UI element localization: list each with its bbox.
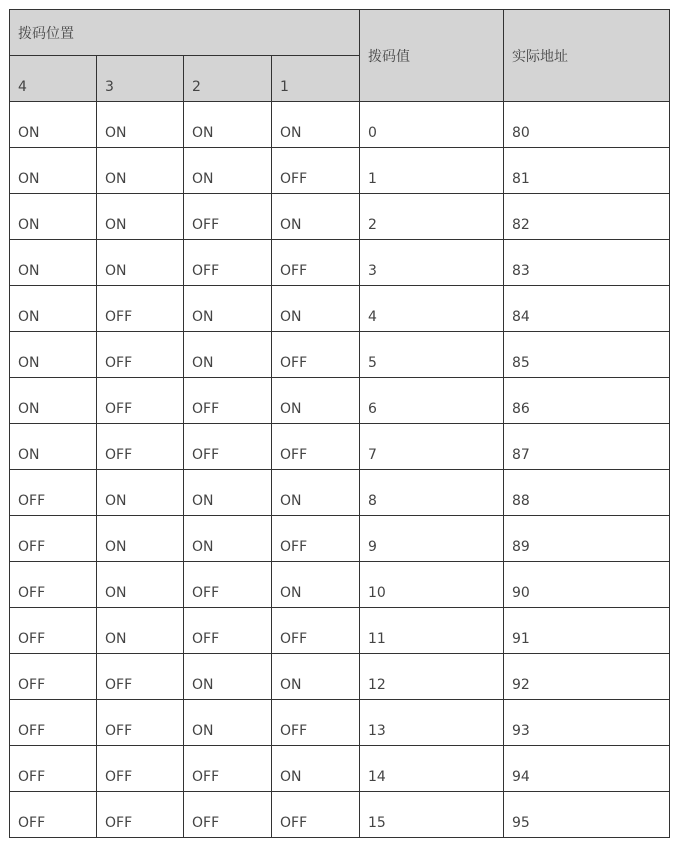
cell-switch-4: ON [10, 240, 97, 286]
cell-switch-4: ON [10, 194, 97, 240]
cell-switch-4: OFF [10, 516, 97, 562]
cell-switch-3: ON [97, 562, 184, 608]
cell-dip-value: 7 [360, 424, 504, 470]
cell-dip-value: 6 [360, 378, 504, 424]
cell-switch-4: OFF [10, 470, 97, 516]
cell-switch-4: ON [10, 332, 97, 378]
cell-actual-address: 92 [504, 654, 670, 700]
cell-actual-address: 82 [504, 194, 670, 240]
cell-switch-2: ON [184, 286, 272, 332]
cell-switch-2: ON [184, 148, 272, 194]
cell-switch-4: ON [10, 424, 97, 470]
header-actual-address: 实际地址 [504, 10, 670, 102]
table-row [10, 194, 670, 240]
cell-switch-1: ON [272, 470, 360, 516]
cell-switch-3: ON [97, 102, 184, 148]
cell-switch-1: OFF [272, 792, 360, 838]
cell-dip-value: 12 [360, 654, 504, 700]
cell-switch-3: ON [97, 148, 184, 194]
table-row [10, 286, 670, 332]
cell-switch-2: OFF [184, 424, 272, 470]
cell-switch-4: ON [10, 148, 97, 194]
cell-switch-2: ON [184, 516, 272, 562]
cell-switch-1: OFF [272, 700, 360, 746]
cell-switch-3: OFF [97, 746, 184, 792]
cell-dip-value: 1 [360, 148, 504, 194]
cell-actual-address: 95 [504, 792, 670, 838]
table-row [10, 470, 670, 516]
table-row [10, 746, 670, 792]
cell-actual-address: 84 [504, 286, 670, 332]
cell-switch-2: OFF [184, 792, 272, 838]
header-dip-value: 拨码值 [360, 10, 504, 102]
cell-switch-1: OFF [272, 148, 360, 194]
table-row [10, 378, 670, 424]
cell-switch-1: ON [272, 378, 360, 424]
cell-dip-value: 13 [360, 700, 504, 746]
cell-dip-value: 9 [360, 516, 504, 562]
table-row [10, 700, 670, 746]
cell-switch-3: OFF [97, 792, 184, 838]
cell-switch-1: ON [272, 654, 360, 700]
cell-switch-1: ON [272, 102, 360, 148]
cell-actual-address: 94 [504, 746, 670, 792]
header-position-3: 3 [97, 56, 184, 102]
cell-switch-1: ON [272, 562, 360, 608]
cell-actual-address: 91 [504, 608, 670, 654]
cell-dip-value: 14 [360, 746, 504, 792]
cell-switch-3: ON [97, 194, 184, 240]
cell-switch-4: OFF [10, 746, 97, 792]
cell-actual-address: 83 [504, 240, 670, 286]
cell-switch-2: ON [184, 700, 272, 746]
cell-actual-address: 88 [504, 470, 670, 516]
cell-switch-3: OFF [97, 378, 184, 424]
cell-switch-2: OFF [184, 194, 272, 240]
cell-dip-value: 3 [360, 240, 504, 286]
cell-switch-4: OFF [10, 654, 97, 700]
cell-switch-2: ON [184, 332, 272, 378]
table-row [10, 148, 670, 194]
cell-switch-1: OFF [272, 516, 360, 562]
cell-dip-value: 15 [360, 792, 504, 838]
cell-switch-3: ON [97, 608, 184, 654]
cell-switch-2: OFF [184, 608, 272, 654]
cell-switch-2: ON [184, 654, 272, 700]
cell-switch-3: ON [97, 470, 184, 516]
cell-switch-3: ON [97, 516, 184, 562]
table-row [10, 654, 670, 700]
header-position-4: 4 [10, 56, 97, 102]
cell-actual-address: 81 [504, 148, 670, 194]
table-row [10, 792, 670, 838]
cell-switch-2: ON [184, 102, 272, 148]
table-row [10, 516, 670, 562]
cell-switch-3: OFF [97, 332, 184, 378]
cell-switch-3: OFF [97, 286, 184, 332]
cell-switch-4: ON [10, 378, 97, 424]
cell-switch-2: OFF [184, 240, 272, 286]
cell-dip-value: 11 [360, 608, 504, 654]
cell-actual-address: 90 [504, 562, 670, 608]
cell-switch-1: OFF [272, 332, 360, 378]
cell-switch-3: OFF [97, 654, 184, 700]
cell-switch-4: OFF [10, 562, 97, 608]
table-row [10, 102, 670, 148]
cell-dip-value: 2 [360, 194, 504, 240]
cell-switch-1: OFF [272, 240, 360, 286]
cell-dip-value: 0 [360, 102, 504, 148]
cell-switch-1: ON [272, 286, 360, 332]
dip-switch-table [9, 9, 670, 838]
cell-switch-3: OFF [97, 424, 184, 470]
table-row [10, 240, 670, 286]
cell-switch-1: OFF [272, 424, 360, 470]
table-row [10, 562, 670, 608]
cell-switch-2: ON [184, 470, 272, 516]
cell-dip-value: 5 [360, 332, 504, 378]
cell-switch-1: OFF [272, 608, 360, 654]
header-dip-position: 拨码位置 [10, 10, 360, 56]
cell-switch-1: ON [272, 194, 360, 240]
cell-switch-4: OFF [10, 792, 97, 838]
cell-switch-2: OFF [184, 746, 272, 792]
cell-actual-address: 80 [504, 102, 670, 148]
cell-switch-2: OFF [184, 378, 272, 424]
table-row [10, 608, 670, 654]
table-header [10, 10, 670, 102]
cell-switch-4: OFF [10, 608, 97, 654]
table-body [10, 102, 670, 838]
cell-switch-2: OFF [184, 562, 272, 608]
cell-dip-value: 8 [360, 470, 504, 516]
cell-switch-4: ON [10, 102, 97, 148]
cell-actual-address: 93 [504, 700, 670, 746]
cell-actual-address: 87 [504, 424, 670, 470]
cell-actual-address: 85 [504, 332, 670, 378]
header-position-2: 2 [184, 56, 272, 102]
cell-switch-4: ON [10, 286, 97, 332]
header-position-1: 1 [272, 56, 360, 102]
cell-actual-address: 89 [504, 516, 670, 562]
cell-dip-value: 10 [360, 562, 504, 608]
table-row [10, 424, 670, 470]
cell-switch-3: ON [97, 240, 184, 286]
table-row [10, 332, 670, 378]
header-row-group [10, 10, 670, 56]
cell-switch-3: OFF [97, 700, 184, 746]
cell-actual-address: 86 [504, 378, 670, 424]
cell-dip-value: 4 [360, 286, 504, 332]
cell-switch-1: ON [272, 746, 360, 792]
cell-switch-4: OFF [10, 700, 97, 746]
